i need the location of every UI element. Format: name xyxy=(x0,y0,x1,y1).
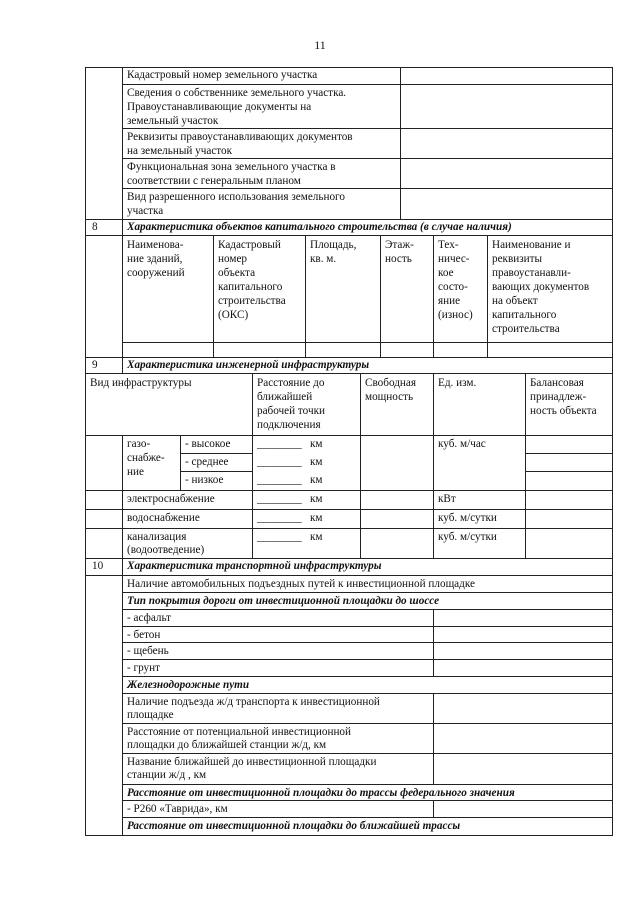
grid-line xyxy=(213,235,214,357)
permitted-use-label: участка xyxy=(127,205,164,217)
header-line: ближайшей xyxy=(257,391,313,403)
header-line: подключения xyxy=(257,419,321,431)
grid-line xyxy=(85,490,613,491)
header-line: вающих документов xyxy=(492,281,590,293)
grid-line xyxy=(122,723,613,724)
grid-line xyxy=(122,357,123,374)
grid-line xyxy=(122,676,613,677)
grid-line xyxy=(122,693,613,694)
header-line: правоустанавли- xyxy=(492,267,571,279)
header-line: капитального xyxy=(492,309,557,321)
header-line: Балансовая xyxy=(530,377,584,389)
header-line: Этаж- xyxy=(385,239,414,251)
header-line: мощность xyxy=(365,391,414,403)
railway-title: Железнодорожные пути xyxy=(127,679,250,691)
grid-line xyxy=(85,235,613,236)
header-line: Кадастровый xyxy=(218,239,281,251)
gas-supply-label: снабже- xyxy=(127,452,165,464)
functional-zone-label: Функциональная зона земельного участка в xyxy=(127,161,336,173)
grid-line xyxy=(122,558,123,835)
federal-road-label: - Р260 «Таврида», км xyxy=(127,803,228,815)
requisites-label: Реквизиты правоустанавливающих документов xyxy=(127,131,353,143)
grid-line xyxy=(122,592,613,593)
owner-info-label: Правоустанавливающие документы на xyxy=(127,101,312,113)
column-header-type: Вид инфраструктуры xyxy=(90,377,192,389)
grid-line xyxy=(85,67,613,68)
grid-line xyxy=(122,219,123,357)
distance-blank: ________ xyxy=(257,531,302,543)
section-title: Характеристика объектов капитального строительства (в случае наличия) xyxy=(127,221,512,233)
grid-line xyxy=(380,235,381,357)
water-label: водоснабжение xyxy=(127,512,200,524)
header-line: строительства xyxy=(218,295,286,307)
km-label: км xyxy=(310,438,323,450)
grid-line xyxy=(122,642,613,643)
grid-line xyxy=(400,67,401,220)
electricity-label: электроснабжение xyxy=(127,493,215,505)
rail-station-label: Название ближайшей до инвестиционной площадки xyxy=(127,756,377,768)
header-line: реквизиты xyxy=(492,253,543,265)
header-line: состо- xyxy=(438,281,468,293)
grid-line xyxy=(525,373,526,558)
header-line: номер xyxy=(218,253,248,265)
grid-line xyxy=(85,373,613,374)
section-title: Характеристика инженерной инфраструктуры xyxy=(127,359,370,371)
section-number: 9 xyxy=(92,359,98,371)
header-line: Расстояние до xyxy=(257,377,325,389)
sewer-label: канализация xyxy=(127,531,187,543)
grid-line xyxy=(122,659,613,660)
gas-unit: куб. м/час xyxy=(438,438,486,450)
rail-access-label: Наличие подъезда ж/д транспорта к инвестиционной xyxy=(127,696,380,708)
header-line: ность xyxy=(385,253,412,265)
header-line: яние xyxy=(438,295,461,307)
sewer-unit: куб. м/сутки xyxy=(438,531,497,543)
grid-line xyxy=(433,609,434,676)
soil-label: - грунт xyxy=(127,662,161,674)
grid-line xyxy=(122,626,613,627)
header-line: объекта xyxy=(218,267,256,279)
grid-line xyxy=(85,835,613,836)
grid-line xyxy=(122,817,613,818)
section-number: 8 xyxy=(92,221,98,233)
grid-line xyxy=(612,67,613,835)
grid-line xyxy=(180,471,252,472)
distance-blank: ________ xyxy=(257,512,302,524)
header-line: Свободная xyxy=(365,377,417,389)
electricity-unit: кВт xyxy=(438,493,456,505)
km-label: км xyxy=(310,512,323,524)
grid-line xyxy=(525,471,613,472)
header-line: (износ) xyxy=(438,309,473,321)
grid-line xyxy=(85,558,613,559)
header-line: кв. м. xyxy=(310,253,337,265)
km-label: км xyxy=(310,493,323,505)
gas-low-label: - низкое xyxy=(185,474,224,486)
header-line: (ОКС) xyxy=(218,309,249,321)
grid-line xyxy=(122,784,613,785)
header-line: принадлеж- xyxy=(530,391,587,403)
grid-line xyxy=(252,373,253,558)
grid-line xyxy=(85,67,86,835)
grid-line xyxy=(180,435,181,490)
grid-line xyxy=(433,800,434,817)
header-line: ничес- xyxy=(438,253,470,265)
header-line: на объект xyxy=(492,295,538,307)
asphalt-label: - асфальт xyxy=(127,612,172,624)
km-label: км xyxy=(310,531,323,543)
functional-zone-label: соответствии с генеральным планом xyxy=(127,175,301,187)
distance-blank: ________ xyxy=(257,493,302,505)
grid-line xyxy=(525,453,613,454)
header-line: рабочей точки xyxy=(257,405,326,417)
gravel-label: - щебень xyxy=(127,645,169,657)
gas-high-label: - высокое xyxy=(185,438,231,450)
gas-supply-label: газо- xyxy=(127,438,151,450)
gas-mid-label: - среднее xyxy=(185,456,229,468)
section-number: 10 xyxy=(92,560,104,572)
nearest-road-title: Расстояние от инвестиционной площадки до ближайшей трассы xyxy=(127,820,461,832)
cadastral-number-label: Кадастровый номер земельного участка xyxy=(127,69,318,81)
header-line: капитального xyxy=(218,281,283,293)
distance-blank: ________ xyxy=(257,438,302,450)
owner-info-label: земельный участок xyxy=(127,115,219,127)
grid-line xyxy=(433,235,434,357)
page-number: 11 xyxy=(314,38,326,52)
grid-line xyxy=(122,342,613,343)
section-title: Характеристика транспортной инфраструктуры xyxy=(127,560,382,572)
federal-road-title: Расстояние от инвестиционной площадки до трассы федерального значения xyxy=(127,787,515,799)
grid-line xyxy=(85,528,613,529)
concrete-label: - бетон xyxy=(127,629,161,641)
header-line: Наименова- xyxy=(127,239,184,251)
grid-line xyxy=(180,453,252,454)
grid-line xyxy=(85,435,613,436)
grid-line xyxy=(85,219,613,220)
header-line: ние зданий, xyxy=(127,253,183,265)
rail-distance-label: площадки до ближайшей станции ж/д, км xyxy=(127,739,327,751)
water-unit: куб. м/сутки xyxy=(438,512,497,524)
road-cover-title: Тип покрытия дороги от инвестиционной площадки до шоссе xyxy=(127,595,440,607)
header-line: ность объекта xyxy=(530,405,597,417)
grid-line xyxy=(305,235,306,357)
rail-distance-label: Расстояние от потенциальной инвестиционной xyxy=(127,726,352,738)
grid-line xyxy=(433,373,434,558)
grid-line xyxy=(85,509,613,510)
rail-access-label: площадке xyxy=(127,709,174,721)
header-line: кое xyxy=(438,267,454,279)
sewer-label: (водоотведение) xyxy=(127,544,205,556)
grid-line xyxy=(360,373,361,558)
grid-line xyxy=(85,575,613,576)
permitted-use-label: Вид разрешенного использования земельного xyxy=(127,191,345,203)
grid-line xyxy=(487,235,488,357)
requisites-label: на земельный участок xyxy=(127,145,233,157)
header-line: Наименование и xyxy=(492,239,571,251)
grid-line xyxy=(433,693,434,784)
header-line: сооружений xyxy=(127,267,185,279)
owner-info-label: Сведения о собственнике земельного участка. xyxy=(127,87,347,99)
column-header-unit: Ед. изм. xyxy=(438,377,477,389)
header-line: строительства xyxy=(492,323,560,335)
grid-line xyxy=(122,753,613,754)
distance-blank: ________ xyxy=(257,474,302,486)
grid-line xyxy=(122,609,613,610)
distance-blank: ________ xyxy=(257,456,302,468)
grid-line xyxy=(122,435,123,558)
grid-line xyxy=(122,67,123,220)
km-label: км xyxy=(310,456,323,468)
km-label: км xyxy=(310,474,323,486)
grid-line xyxy=(122,84,613,85)
header-line: Площадь, xyxy=(310,239,357,251)
header-line: Тех- xyxy=(438,239,459,251)
grid-line xyxy=(85,357,613,358)
rail-station-label: станции ж/д , км xyxy=(127,769,207,781)
road-access-label: Наличие автомобильных подъездных путей к инвестиционной площадке xyxy=(127,578,475,590)
gas-supply-label: ние xyxy=(127,466,144,478)
